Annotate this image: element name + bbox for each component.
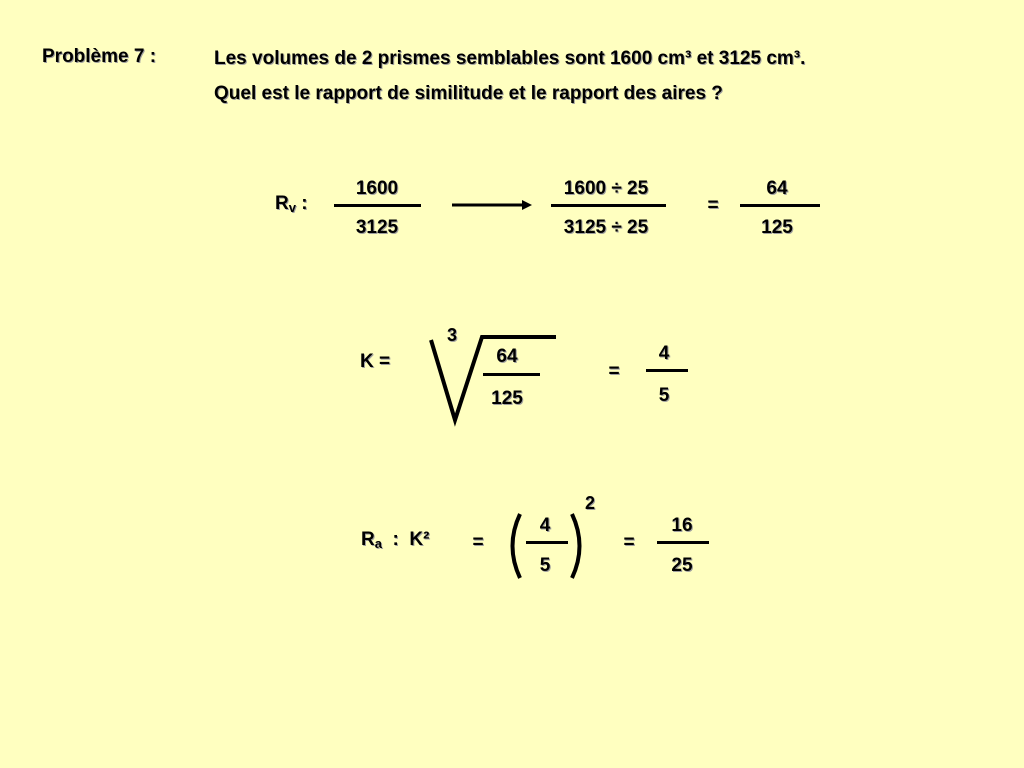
- divided-fraction-bar: [551, 204, 666, 207]
- right-arrow-icon: [452, 200, 532, 210]
- similarity-result-denominator: 5: [658, 385, 670, 406]
- radicand-denominator: 125: [491, 388, 523, 409]
- volume-fraction-numerator: 1600: [355, 178, 399, 199]
- area-equals-sign-1: =: [472, 532, 484, 553]
- volume-ratio-label-main: R: [275, 193, 289, 214]
- problem-statement-line2: Quel est le rapport de similitude et le rapport des aires ?: [214, 83, 723, 104]
- area-inner-bar: [526, 541, 568, 544]
- similarity-result-numerator: 4: [658, 343, 670, 364]
- right-parenthesis-icon: [572, 514, 580, 578]
- volume-result-numerator: 64: [766, 178, 788, 199]
- similarity-ratio-label: K =: [360, 351, 391, 372]
- divided-fraction-denominator: 3125 ÷ 25: [563, 217, 649, 238]
- volume-fraction-denominator: 3125: [355, 217, 399, 238]
- similarity-result-bar: [646, 369, 688, 372]
- area-result-denominator: 25: [671, 555, 693, 576]
- area-result-numerator: 16: [671, 515, 693, 536]
- volume-result-bar: [740, 204, 820, 207]
- volume-ratio-label-sub: v: [288, 200, 296, 215]
- volume-equals-sign: =: [707, 195, 719, 216]
- similarity-equals-sign: =: [608, 361, 620, 382]
- area-ratio-label: [361, 530, 429, 550]
- problem-label: Problème 7 :: [42, 46, 157, 67]
- area-ratio-label-rest: : K²: [381, 529, 430, 550]
- area-ratio-label-main: R: [361, 529, 375, 550]
- volume-ratio-label-colon: :: [295, 193, 308, 214]
- radicand-bar: [483, 373, 540, 376]
- left-parenthesis-icon: [513, 514, 521, 578]
- area-inner-denominator: 5: [539, 555, 551, 576]
- volume-result-denominator: 125: [761, 217, 793, 238]
- volume-ratio-label: [275, 194, 308, 214]
- cube-root-index: 3: [446, 325, 458, 345]
- area-equals-sign-2: =: [623, 532, 635, 553]
- divided-fraction-numerator: 1600 ÷ 25: [563, 178, 649, 199]
- problem-statement-line1: Les volumes de 2 prismes semblables sont 1600 cm³ et 3125 cm³.: [214, 48, 806, 69]
- area-result-bar: [657, 541, 709, 544]
- volume-fraction-bar: [334, 204, 421, 207]
- area-inner-numerator: 4: [539, 515, 551, 536]
- area-exponent: 2: [584, 493, 596, 513]
- area-ratio-label-sub: a: [374, 536, 382, 551]
- radicand-numerator: 64: [496, 346, 518, 367]
